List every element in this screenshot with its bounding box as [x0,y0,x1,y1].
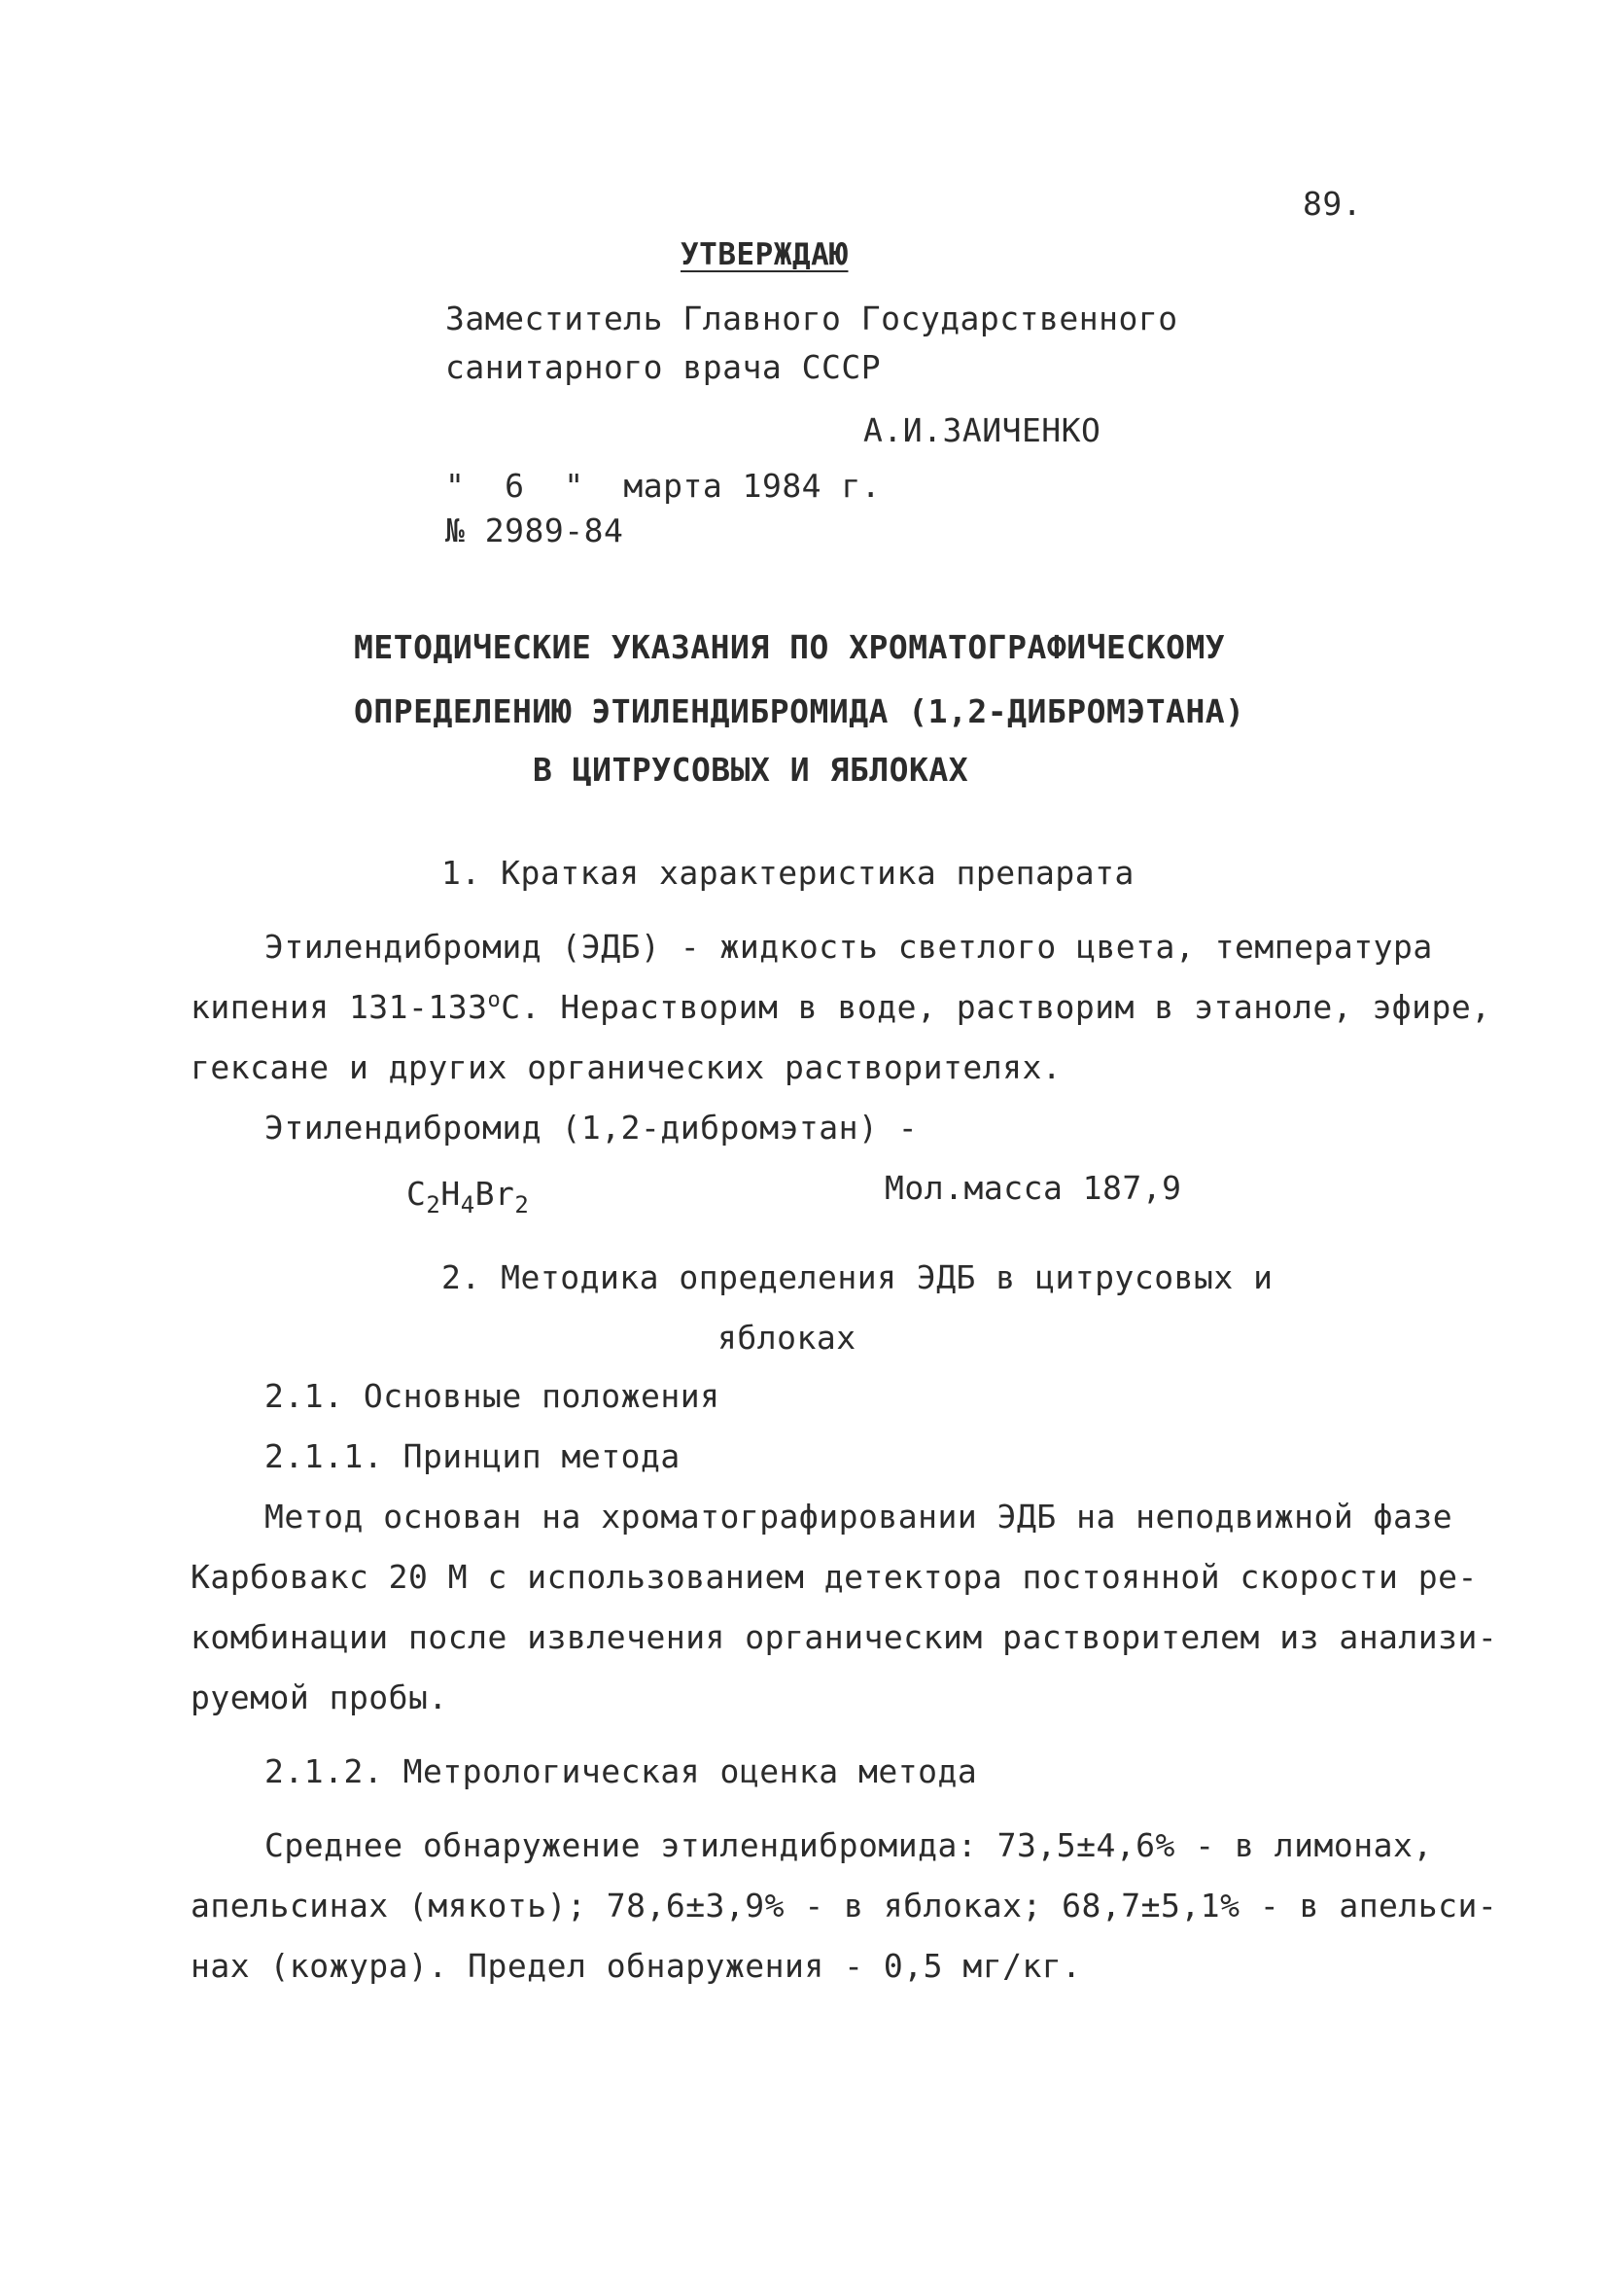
approval-position-line2: санитарного врача СССР [445,348,882,386]
formula-sub-c: 2 [426,1191,441,1219]
method-principle-line2: Карбовакс 20 М с использованием детектора постоянной скорости ре- [191,1558,1478,1596]
title-line1: МЕТОДИЧЕСКИЕ УКАЗАНИЯ ПО ХРОМАТОГРАФИЧЕСКОМУ [354,628,1226,666]
section1-p2: Этилендибромид (1,2-дибромэтан) - [264,1109,919,1147]
date-day: 6 [505,467,525,505]
page-number: 89. [1303,185,1363,223]
molar-mass: Мол.масса 187,9 [885,1169,1182,1207]
formula-br: Br [474,1175,515,1213]
metrology-line1: Среднее обнаружение этилендибромида: 73,5±4,6% - в лимонах, [264,1826,1433,1864]
boiling-range: кипения 131-133 [191,988,488,1026]
date-rest: марта 1984 г. [623,467,882,505]
approval-heading: УТВЕРЖДАЮ [681,237,849,272]
section2-heading-line2: яблоках [717,1319,856,1357]
metrology-line3: нах (кожура). Предел обнаружения - 0,5 мг/кг. [191,1947,1082,1985]
formula-sub-br: 2 [514,1191,530,1219]
section2-heading-line1: 2. Методика определения ЭДБ в цитрусовых и [441,1258,1274,1296]
method-principle-line1: Метод основан на хроматографировании ЭДБ на неподвижной фазе [264,1498,1453,1536]
formula-h: H [440,1175,461,1213]
degree-mark: o [487,988,502,1012]
subsection-2-1-1: 2.1.1. Принцип метода [264,1437,681,1475]
solubility-text: С. Нерастворим в воде, растворим в этаноле, эфире, [501,988,1491,1026]
date-open-quote: " [445,467,466,505]
section1-p1-line1: Этилендибромид (ЭДБ) - жидкость светлого цвета, температура [264,928,1433,966]
approval-date [445,465,881,508]
section1-heading: 1. Краткая характеристика препарата [441,854,1135,892]
section1-p1-line3: гексане и других органических растворителях. [191,1048,1063,1086]
formula-c: C [406,1175,427,1213]
approval-signatory: А.И.ЗАИЧЕНКО [863,411,1101,449]
subsection-2-1: 2.1. Основные положения [264,1377,720,1415]
metrology-line2: апельсинах (мякоть); 78,6±3,9% - в яблоках; 68,7±5,1% - в апельси- [191,1887,1498,1925]
chemical-formula [406,1173,530,1219]
method-principle-line3: комбинации после извлечения органическим растворителем из анализи- [191,1618,1498,1656]
method-principle-line4: руемой пробы. [191,1678,448,1716]
approval-number: № 2989-84 [445,512,624,549]
date-close-quote: " [564,467,584,505]
subsection-2-1-2: 2.1.2. Метрологическая оценка метода [264,1752,978,1790]
approval-position-line1: Заместитель Главного Государственного [445,300,1178,337]
section1-p1-line2 [191,986,1491,1029]
title-line2: ОПРЕДЕЛЕНИЮ ЭТИЛЕНДИБРОМИДА (1,2-ДИБРОМЭТАНА) [354,692,1245,730]
formula-sub-h: 4 [460,1191,475,1219]
title-line3: В ЦИТРУСОВЫХ И ЯБЛОКАХ [533,751,969,789]
